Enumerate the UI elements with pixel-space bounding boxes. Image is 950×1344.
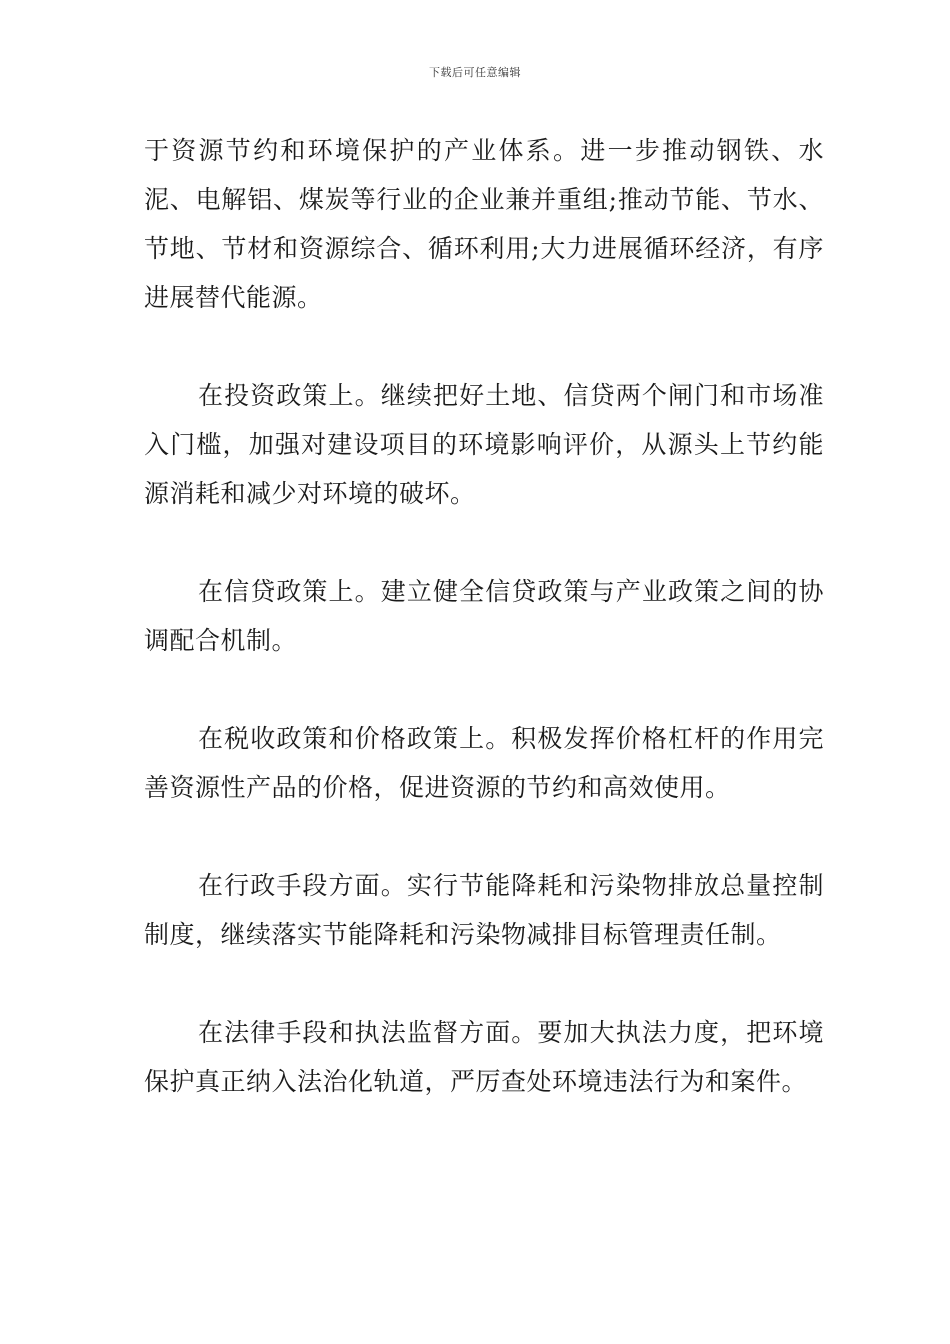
paragraph-credit-policy: 在信贷政策上。建立健全信贷政策与产业政策之间的协调配合机制。	[144, 577, 824, 655]
paragraph-administrative-means: 在行政手段方面。实行节能降耗和污染物排放总量控制制度，继续落实节能降耗和污染物减排目标管理责任制。	[144, 871, 824, 949]
document-body	[144, 126, 824, 1106]
paragraph-tax-price-policy: 在税收政策和价格政策上。积极发挥价格杠杆的作用完善资源性产品的价格，促进资源的节约和高效使用。	[144, 724, 824, 802]
paragraph-investment-policy: 在投资政策上。继续把好土地、信贷两个闸门和市场准入门槛，加强对建设项目的环境影响评价，从源头上节约能源消耗和减少对环境的破坏。	[144, 381, 824, 508]
page-header-note: 下载后可任意编辑	[429, 66, 521, 79]
paragraph-legal-means: 在法律手段和执法监督方面。要加大执法力度，把环境保护真正纳入法治化轨道，严厉查处环境违法行为和案件。	[144, 1018, 824, 1096]
paragraph-continuation: 于资源节约和环境保护的产业体系。进一步推动钢铁、水泥、电解铝、煤炭等行业的企业兼并重组;推动节能、节水、节地、节材和资源综合、循环利用;大力进展循环经济，有序进展替代能源。	[144, 136, 824, 312]
